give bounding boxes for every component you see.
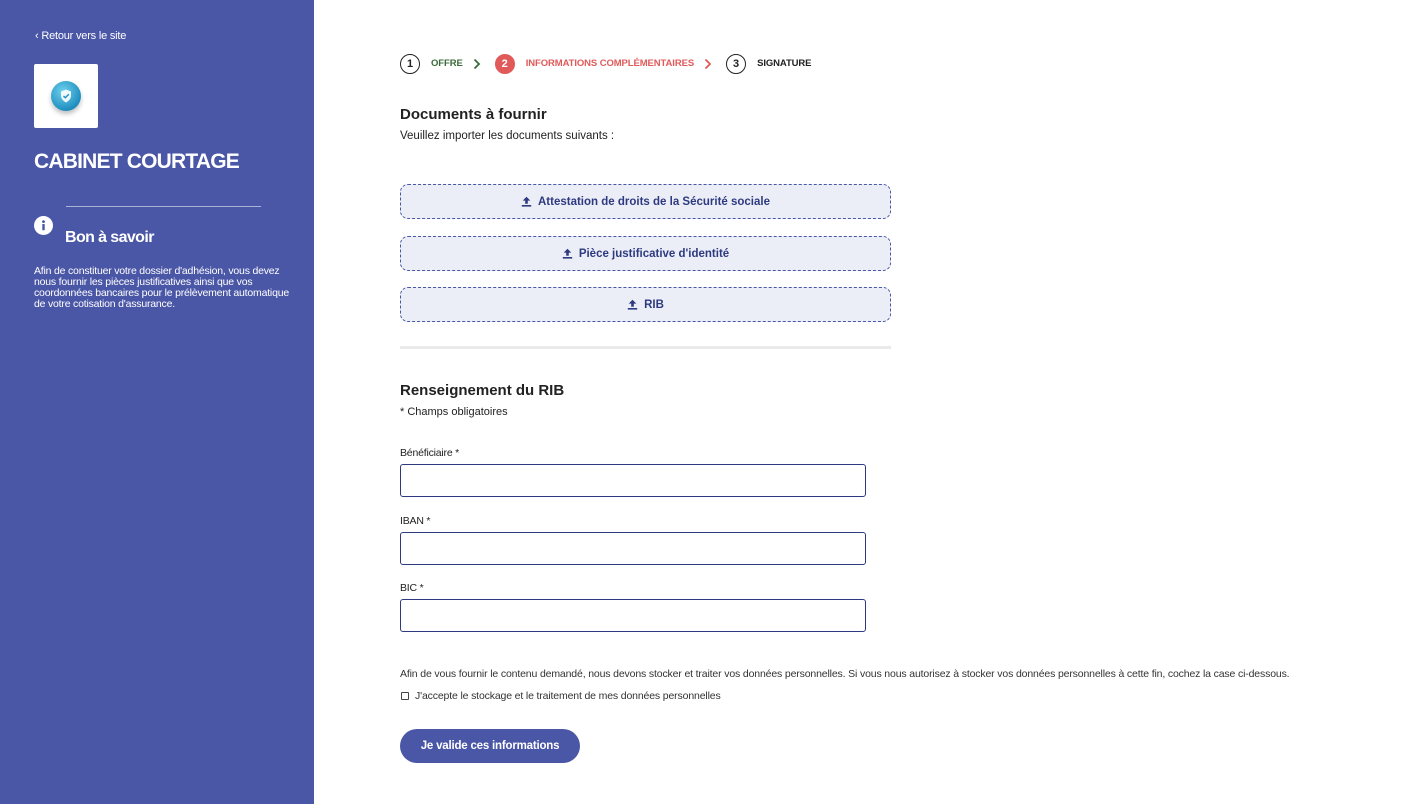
consent-row	[401, 690, 721, 702]
beneficiaire-label: Bénéficiaire *	[400, 447, 460, 459]
submit-button[interactable]: Je valide ces informations	[400, 729, 580, 763]
documents-subtitle: Veuillez importer les documents suivants :	[400, 130, 615, 142]
chevron-right-icon	[473, 58, 481, 70]
step-number: 2	[495, 54, 515, 74]
section-separator	[400, 346, 891, 349]
upload-attestation-button[interactable]	[400, 184, 891, 219]
required-fields-note: * Champs obligatoires	[400, 406, 508, 418]
step-number: 1	[400, 54, 420, 74]
bic-input[interactable]	[400, 599, 866, 632]
upload-label: RIB	[644, 298, 664, 311]
upload-rib-button[interactable]	[400, 287, 891, 322]
consent-text: Afin de vous fournir le contenu demandé, nous devons stocker et traiter vos données personnelles. Si vous nous autorisez à stocker vos données personnelles à cette fin, cochez la case ci-dessous.	[400, 668, 1290, 680]
consent-checkbox[interactable]	[401, 692, 409, 700]
good-to-know-text: Afin de constituer votre dossier d'adhésion, vous devez nous fournir les pièces justificatives ainsi que vos coordonnées bancaires pour le prélèvement automatique de votre cotisation d'assurance.	[34, 265, 289, 310]
upload-icon	[627, 299, 638, 310]
iban-input[interactable]	[400, 532, 866, 565]
upload-label: Attestation de droits de la Sécurité sociale	[538, 195, 770, 208]
info-icon	[34, 216, 53, 235]
good-to-know-title: Bon à savoir	[65, 229, 154, 246]
iban-label: IBAN *	[400, 515, 431, 527]
shield-logo-icon	[51, 81, 81, 111]
upload-label: Pièce justificative d'identité	[578, 247, 730, 260]
step-signature	[726, 54, 811, 74]
step-label: SIGNATURE	[757, 58, 812, 69]
upload-icon	[562, 248, 573, 259]
step-informations	[495, 54, 694, 74]
step-label: INFORMATIONS COMPLÉMENTAIRES	[525, 58, 695, 69]
company-name: CABINET COURTAGE	[34, 150, 239, 173]
step-number: 3	[726, 54, 746, 74]
consent-checkbox-label[interactable]: J'accepte le stockage et le traitement de mes données personnelles	[415, 690, 721, 702]
bic-label: BIC *	[400, 582, 424, 594]
company-logo	[34, 64, 98, 128]
step-offre	[400, 54, 463, 74]
back-to-site-link[interactable]: ‹ Retour vers le site	[35, 30, 127, 42]
progress-stepper	[400, 53, 811, 74]
documents-title: Documents à fournir	[400, 106, 547, 123]
chevron-right-icon	[704, 58, 712, 70]
beneficiaire-input[interactable]	[400, 464, 866, 497]
upload-icon	[521, 196, 532, 207]
step-label: OFFRE	[431, 58, 463, 69]
rib-title: Renseignement du RIB	[400, 382, 565, 399]
upload-identity-button[interactable]	[400, 236, 891, 271]
sidebar-divider	[66, 206, 261, 207]
sidebar	[0, 0, 314, 804]
